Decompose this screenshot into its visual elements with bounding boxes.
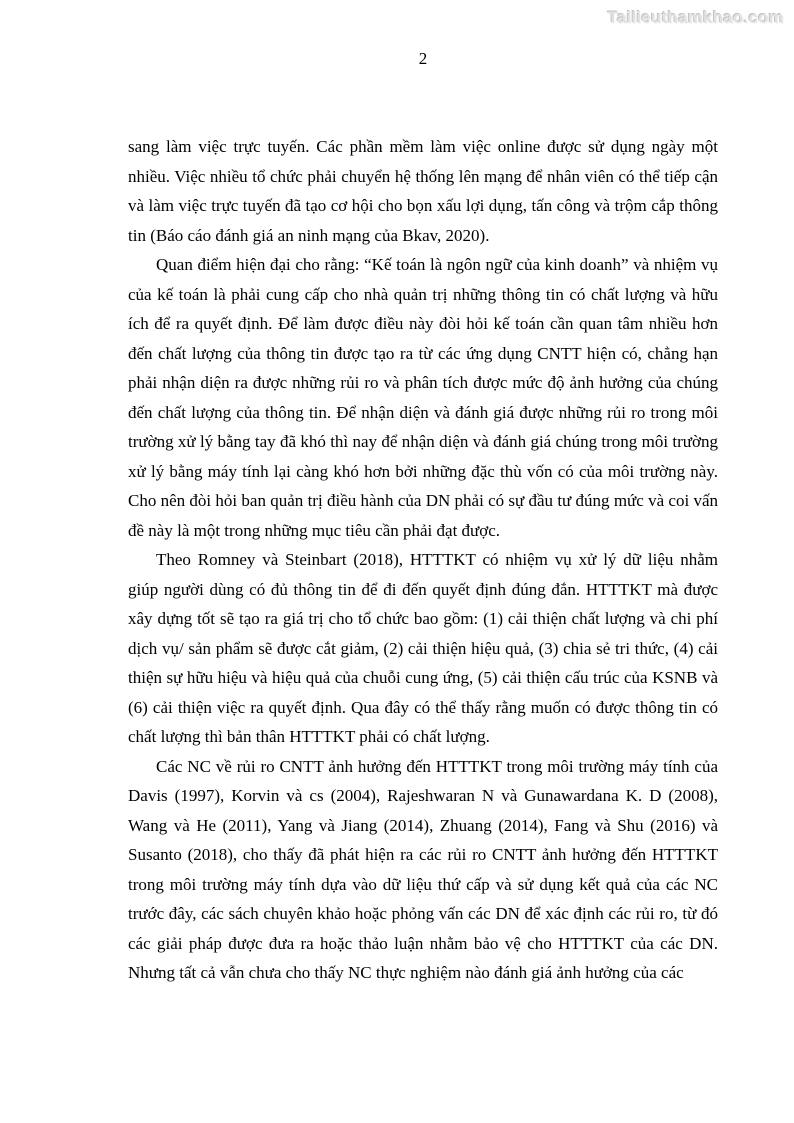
paragraph: Theo Romney và Steinbart (2018), HTTTKT có nhiệm vụ xử lý dữ liệu nhằm giúp người dùng có đủ thông tin để đi đến quyết định đúng đắn. HTTTKT mà được xây dựng tốt sẽ tạo ra giá trị cho tổ chức bao gồm: (1) cải thiện chất lượng và chi phí dịch vụ/ sản phẩm sẽ được cắt giảm, (2) cải thiện hiệu quả, (3) chia sẻ tri thức, (4) cải thiện sự hữu hiệu và hiệu quả của chuỗi cung ứng, (5) cải thiện cấu trúc của KSNB và (6) cải thiện việc ra quyết định. Qua đây có thể thấy rằng muốn có được thông tin có chất lượng thì bản thân HTTTKT phải có chất lượng.: [128, 550, 718, 746]
paragraph: Các NC về rủi ro CNTT ảnh hưởng đến HTTTKT trong môi trường máy tính của Davis (1997), Korvin và cs (2004), Rajeshwaran N và Gunawardana K. D (2008), Wang và He (2011), Yang và Jiang (2014), Zhuang (2014), Fang và Shu (2016) và Susanto (2018), cho thấy đã phát hiện ra các rủi ro CNTT ảnh hưởng đến HTTTKT trong môi trường máy tính dựa vào dữ liệu thứ cấp và sử dụng kết quả của các NC trước đây, các sách chuyên khảo hoặc phỏng vấn các DN để xác định các rủi ro, từ đó các giải pháp được đưa ra hoặc thảo luận nhằm bảo vệ cho HTTTKT của các DN. Nhưng tất cả vẫn chưa cho thấy NC thực nghiệm nào đánh giá ảnh hưởng của các: [128, 756, 718, 982]
watermark-text: Tailieuthamkhao.com: [607, 8, 784, 27]
paragraph: Quan điểm hiện đại cho rằng: “Kế toán là ngôn ngữ của kinh doanh” và nhiệm vụ của kế toán là phải cung cấp cho nhà quản trị những thông tin có chất lượng và hữu ích để ra quyết định. Để làm được điều này đòi hỏi kế toán cần quan tâm nhiều hơn đến chất lượng của thông tin được tạo ra từ các ứng dụng CNTT hiện có, chẳng hạn phải nhận diện ra được những rủi ro và phân tích được mức độ ảnh hưởng của chúng đến chất lượng của thông tin. Để nhận diện và đánh giá được những rủi ro trong môi trường xử lý bằng tay đã khó thì nay để nhận diện và đánh giá chúng trong môi trường xử lý bằng máy tính lại càng khó hơn bởi những đặc thù vốn có của môi trường này. Cho nên đòi hỏi ban quản trị điều hành của DN phải có sự đầu tư đúng mức và coi vấn đề này là một trong những mục tiêu cần phải đạt được.: [128, 255, 718, 540]
paragraph: sang làm việc trực tuyến. Các phần mềm làm việc online được sử dụng ngày một nhiều. Việc nhiều tổ chức phải chuyển hệ thống lên mạng để nhân viên có thể tiếp cận và làm việc trực tuyến đã tạo cơ hội cho bọn xấu lợi dụng, tấn công và trộm cắp thông tin (Báo cáo đánh giá an ninh mạng của Bkav, 2020).: [128, 137, 718, 245]
body-text: [128, 132, 718, 988]
page-number: 2: [418, 49, 428, 68]
